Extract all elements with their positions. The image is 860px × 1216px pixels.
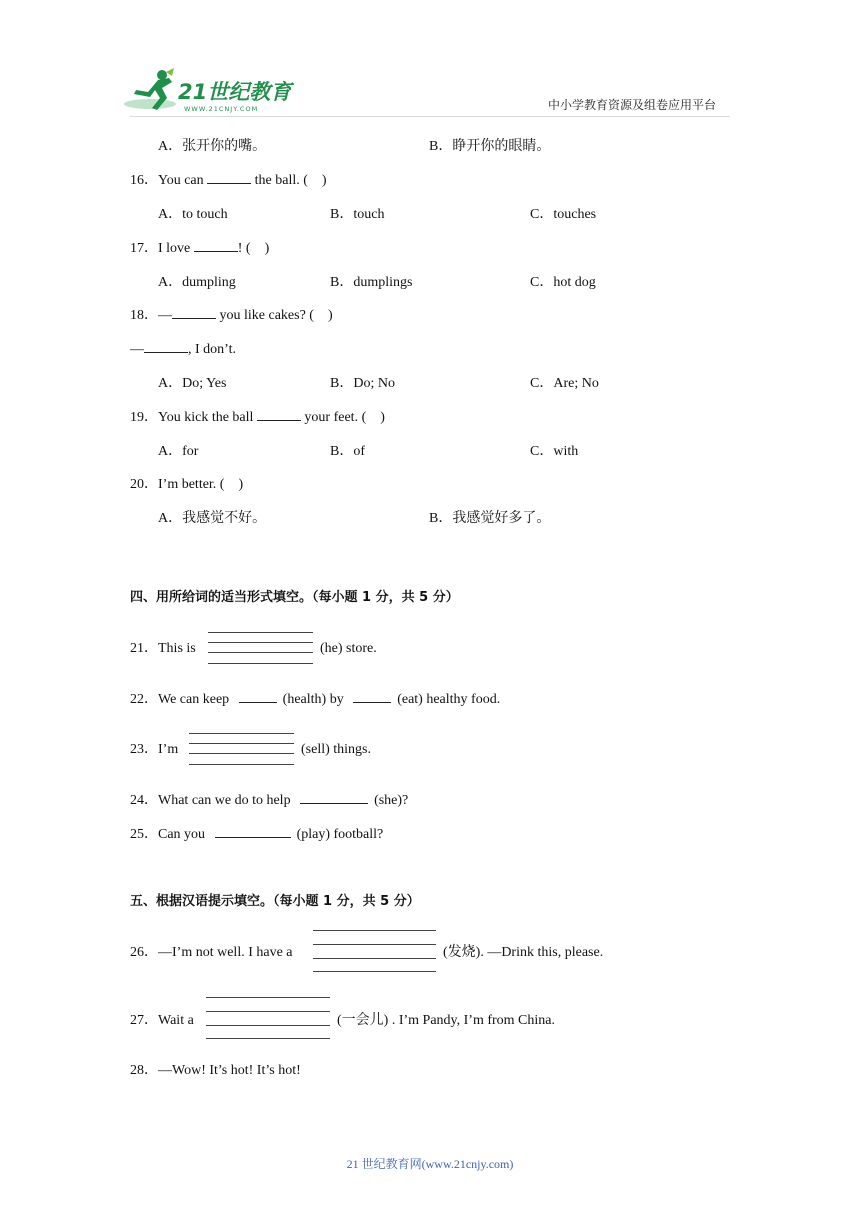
question-21: 21．This is — [130, 641, 196, 656]
q20-option-b: B．我感觉好多了。 — [429, 511, 551, 526]
answer-blank — [239, 701, 277, 703]
section-4-heading: 四、用所给词的适当形式填空。（每小题 1 分，共 5 分） — [130, 590, 459, 605]
answer-lines — [189, 733, 294, 765]
answer-lines — [206, 997, 330, 1039]
platform-name: 中小学教育资源及组卷应用平台 — [548, 98, 717, 112]
svg-text:21世纪教育: 21世纪教育 — [178, 80, 292, 104]
question-25: 25．Can you (play) football? — [130, 827, 384, 842]
q18-option-c: C．Are; No — [530, 376, 599, 391]
q17-option-a: A．dumpling — [158, 275, 236, 290]
section-5-heading: 五、根据汉语提示填空。（每小题 1 分，共 5 分） — [130, 894, 420, 909]
q20-option-a: A．我感觉不好。 — [158, 511, 267, 526]
q17-option-c: C．hot dog — [530, 275, 596, 290]
q19-option-b: B．of — [330, 444, 365, 459]
answer-blank — [300, 802, 368, 804]
logo — [122, 68, 297, 114]
q18-option-b: B．Do; No — [330, 376, 395, 391]
q17-option-b: B．dumplings — [330, 275, 413, 290]
question-23: 23．I’m — [130, 742, 179, 757]
runner-logo-icon — [122, 68, 297, 114]
question-17: 17．I love ! ( ) — [130, 241, 270, 256]
question-26-hint: (发烧). —Drink this, please. — [443, 945, 604, 960]
answer-blank — [257, 419, 301, 421]
question-28: 28．—Wow! It’s hot! It’s hot! — [130, 1063, 301, 1078]
question-16: 16．You can the ball. ( ) — [130, 173, 327, 188]
q16-option-a: A．to touch — [158, 207, 228, 222]
answer-blank — [144, 351, 188, 353]
q19-option-a: A．for — [158, 444, 199, 459]
question-18-reply: — , I don’t. — [130, 342, 236, 357]
answer-lines — [208, 632, 313, 664]
q16-option-c: C．touches — [530, 207, 597, 222]
q16-option-b: B．touch — [330, 207, 385, 222]
question-18: 18．— you like cakes? ( ) — [130, 308, 333, 323]
answer-blank — [194, 250, 238, 252]
question-22: 22．We can keep (health) by (eat) healthy food. — [130, 692, 501, 707]
footer-source: 21 世纪教育网(www.21cnjy.com) — [346, 1157, 514, 1171]
question-27-hint: (一会儿) . I’m Pandy, I’m from China. — [337, 1013, 555, 1028]
question-27: 27．Wait a — [130, 1013, 194, 1028]
answer-blank — [172, 317, 216, 319]
answer-lines — [313, 930, 436, 972]
q19-option-c: C．with — [530, 444, 579, 459]
question-19: 19．You kick the ball your feet. ( ) — [130, 410, 385, 425]
q15-option-b: B．睁开你的眼睛。 — [429, 139, 551, 154]
question-26: 26．—I’m not well. I have a — [130, 945, 293, 960]
answer-blank — [215, 836, 291, 838]
q15-option-a: A．张开你的嘴。 — [158, 139, 267, 154]
question-24: 24．What can we do to help (she)? — [130, 793, 409, 808]
header-divider — [130, 116, 730, 117]
answer-blank — [353, 701, 391, 703]
question-21-hint: (he) store. — [320, 641, 377, 656]
answer-blank — [207, 182, 251, 184]
question-23-hint: (sell) things. — [301, 742, 371, 757]
svg-text:WWW.21CNJY.COM: WWW.21CNJY.COM — [184, 105, 259, 113]
question-20: 20．I’m better. ( ) — [130, 477, 244, 492]
q18-option-a: A．Do; Yes — [158, 376, 227, 391]
